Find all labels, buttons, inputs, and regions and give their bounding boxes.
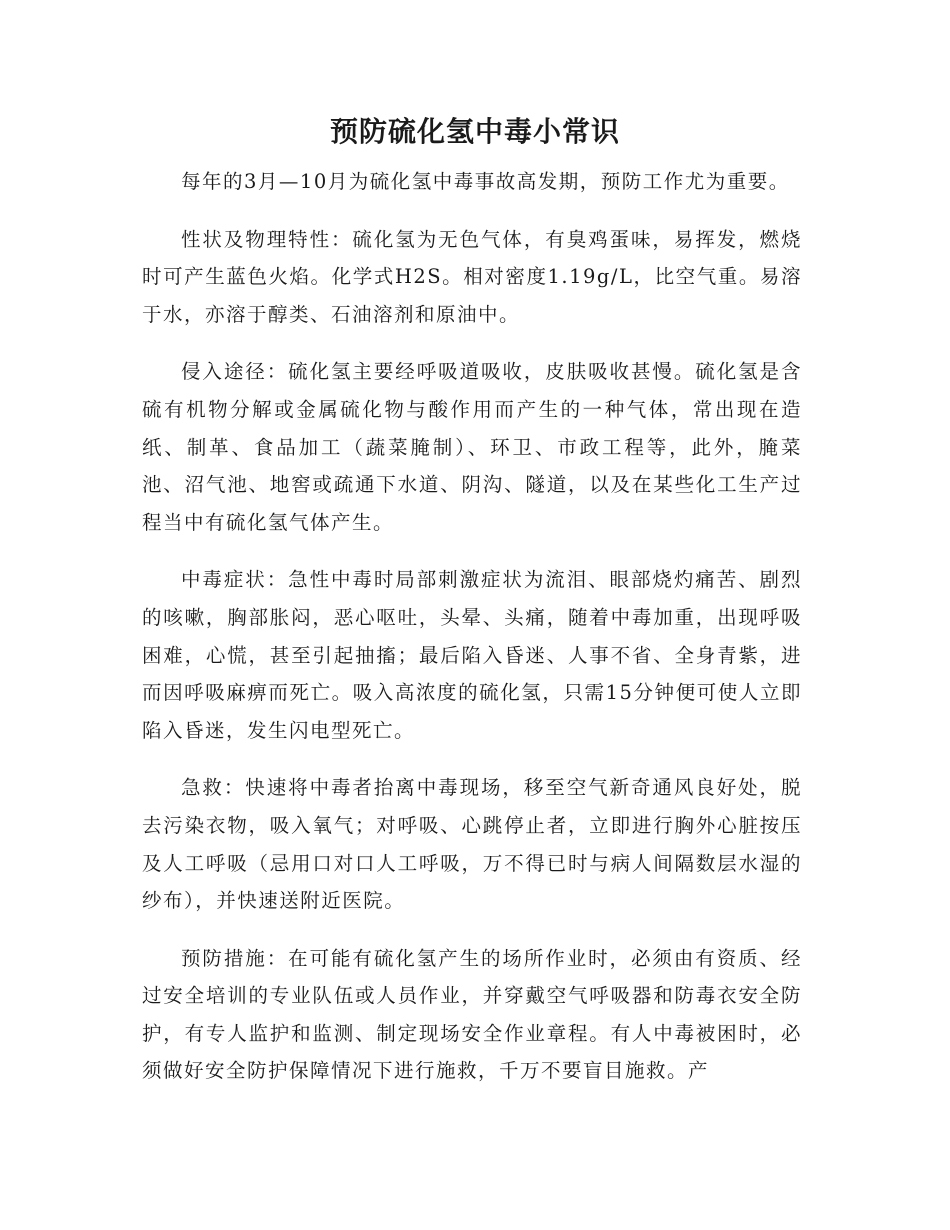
paragraph-intro: 每年的3月—10月为硫化氢中毒事故高发期，预防工作尤为重要。 <box>181 170 790 193</box>
document-title: 预防硫化氢中毒小常识 <box>329 115 620 148</box>
paragraph-first-aid: 急救：快速将中毒者抬离中毒现场，移至空气新奇通风良好处，脱去污染衣物，吸入氧气；对呼吸、心跳停止者，立即进行胸外心脏按压及人工呼吸（忌用口对口人工呼吸，万不得已时与病人间隔数层水湿的纱布），并快速送附近医院。 <box>142 776 802 913</box>
paragraph-exposure-routes: 侵入途径：硫化氢主要经呼吸道吸收，皮肤吸收甚慢。硫化氢是含硫有机物分解或金属硫化物与酸作用而产生的一种气体，常出现在造纸、制革、食品加工（蔬菜腌制）、环卫、市政工程等，此外，腌菜池、沼气池、地窖或疏通下水道、阴沟、隧道，以及在某些化工生产过程当中有硫化氢气体产生。 <box>142 360 802 534</box>
paragraph-properties: 性状及物理特性：硫化氢为无色气体，有臭鸡蛋味，易挥发，燃烧时可产生蓝色火焰。化学式H2S。相对密度1.19g/L，比空气重。易溶于水，亦溶于醇类、石油溶剂和原油中。 <box>142 227 802 326</box>
document-body <box>142 163 802 1110</box>
paragraph-prevention: 预防措施：在可能有硫化氢产生的场所作业时，必须由有资质、经过安全培训的专业队伍或人员作业，并穿戴空气呼吸器和防毒衣安全防护，有专人监护和监测、制定现场安全作业章程。有人中毒被困时，必须做好安全防护保障情况下进行施救，千万不要盲目施救。产 <box>142 946 802 1083</box>
paragraph-symptoms: 中毒症状：急性中毒时局部刺激症状为流泪、眼部烧灼痛苦、剧烈的咳嗽，胸部胀闷，恶心呕吐，头晕、头痛，随着中毒加重，出现呼吸困难，心慌，甚至引起抽搐；最后陷入昏迷、人事不省、全身青紫，进而因呼吸麻痹而死亡。吸入高浓度的硫化氢，只需15分钟便可使人立即陷入昏迷，发生闪电型死亡。 <box>142 568 802 742</box>
